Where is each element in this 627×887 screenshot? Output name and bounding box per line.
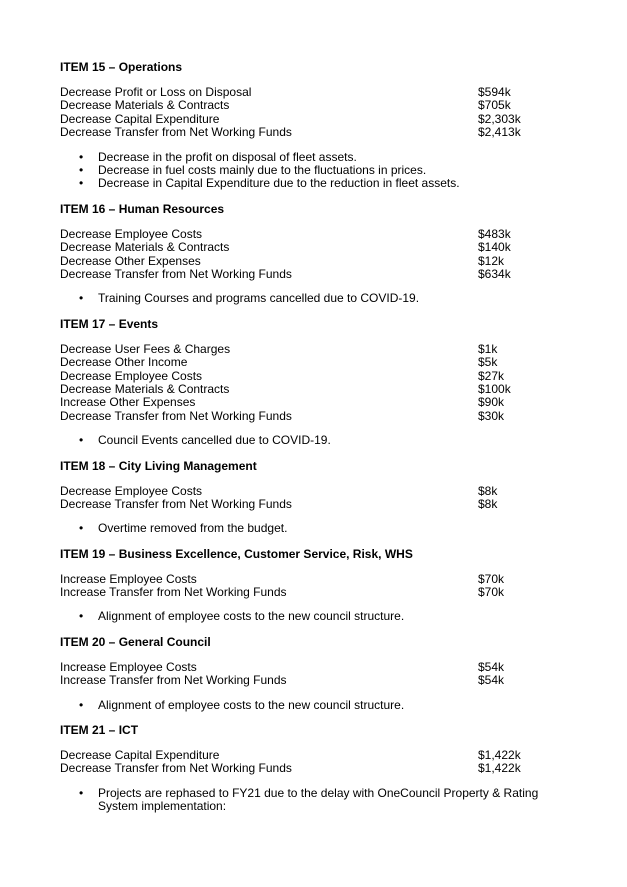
line-item-label: Increase Other Expenses xyxy=(60,395,196,410)
item-heading: ITEM 17 – Events xyxy=(60,316,159,331)
line-item-label: Decrease Materials & Contracts xyxy=(60,240,230,255)
line-item-row xyxy=(60,573,580,586)
explanation-list xyxy=(60,610,580,623)
bullet-icon: • xyxy=(79,433,84,448)
bullet-icon: • xyxy=(79,785,84,800)
line-item-row xyxy=(60,255,580,268)
item-heading: ITEM 16 – Human Resources xyxy=(60,201,225,216)
line-item-amount: $2,413k xyxy=(478,125,521,140)
line-item-row xyxy=(60,762,580,775)
line-item-label: Decrease Transfer from Net Working Funds xyxy=(60,125,292,140)
explanation-text: Decrease in the profit on disposal of fleet assets. xyxy=(98,149,357,164)
document-body xyxy=(60,60,580,825)
line-item-row xyxy=(60,343,580,356)
bullet-icon: • xyxy=(79,149,84,164)
line-item-label: Decrease Materials & Contracts xyxy=(60,381,230,396)
bullet-icon: • xyxy=(79,176,84,191)
line-item-label: Decrease Other Income xyxy=(60,355,188,370)
line-item-label: Decrease Employee Costs xyxy=(60,368,203,383)
line-item-amount: $483k xyxy=(478,226,511,241)
line-item-label: Decrease Transfer from Net Working Funds xyxy=(60,408,292,423)
explanation-item xyxy=(60,292,580,305)
line-item-label: Increase Employee Costs xyxy=(60,571,197,586)
line-item-amount: $1,422k xyxy=(478,748,521,763)
budget-item-section xyxy=(60,459,580,536)
line-items xyxy=(60,573,580,600)
line-item-amount: $90k xyxy=(478,395,505,410)
line-item-label: Decrease Capital Expenditure xyxy=(60,111,220,126)
item-heading: ITEM 20 – General Council xyxy=(60,634,211,649)
explanation-list xyxy=(60,151,580,191)
line-item-row xyxy=(60,485,580,498)
line-item-label: Decrease Profit or Loss on Disposal xyxy=(60,85,252,99)
line-item-row xyxy=(60,410,580,423)
bullet-icon: • xyxy=(79,609,84,624)
explanation-list xyxy=(60,699,580,712)
line-items xyxy=(60,228,580,282)
line-item-row xyxy=(60,749,580,762)
bullet-icon: • xyxy=(79,521,84,536)
line-item-row xyxy=(60,268,580,281)
line-item-label: Increase Transfer from Net Working Funds xyxy=(60,585,287,600)
budget-item-section xyxy=(60,723,580,814)
line-item-row xyxy=(60,498,580,511)
line-item-amount: $1k xyxy=(478,341,498,356)
line-item-amount: $30k xyxy=(478,408,505,423)
line-items xyxy=(60,343,580,423)
budget-item-section xyxy=(60,60,580,191)
line-item-row xyxy=(60,356,580,369)
line-item-amount: $8k xyxy=(478,496,498,511)
line-item-row xyxy=(60,586,580,599)
explanation-list xyxy=(60,434,580,447)
explanation-item xyxy=(60,177,580,190)
item-heading: ITEM 18 – City Living Management xyxy=(60,458,257,473)
line-items xyxy=(60,661,580,688)
item-heading: ITEM 19 – Business Excellence, Customer Service, Risk, WHS xyxy=(60,546,413,561)
bullet-icon: • xyxy=(79,697,84,712)
line-item-label: Decrease Transfer from Net Working Funds xyxy=(60,266,292,281)
explanation-text: Projects are rephased to FY21 due to the delay with OneCouncil Property & Rating System implementation: xyxy=(98,785,539,814)
line-item-amount: $27k xyxy=(478,368,505,383)
explanation-item xyxy=(60,699,580,712)
line-item-label: Increase Transfer from Net Working Funds xyxy=(60,673,287,688)
explanation-item xyxy=(60,164,580,177)
line-item-label: Decrease Transfer from Net Working Funds xyxy=(60,761,292,776)
item-heading: ITEM 21 – ICT xyxy=(60,723,139,738)
line-item-amount: $594k xyxy=(478,85,511,99)
explanation-item xyxy=(60,610,580,623)
line-item-amount: $2,303k xyxy=(478,111,521,126)
explanation-item xyxy=(60,787,580,814)
item-heading: ITEM 15 – Operations xyxy=(60,60,183,74)
line-item-row xyxy=(60,396,580,409)
bullet-icon: • xyxy=(79,291,84,306)
line-item-row xyxy=(60,383,580,396)
explanation-text: Alignment of employee costs to the new council structure. xyxy=(98,697,405,712)
explanation-text: Council Events cancelled due to COVID-19. xyxy=(98,433,331,448)
line-item-amount: $5k xyxy=(478,355,498,370)
line-item-row xyxy=(60,99,580,112)
explanation-text: Decrease in Capital Expenditure due to the reduction in fleet assets. xyxy=(98,176,460,191)
line-item-row xyxy=(60,661,580,674)
line-item-label: Increase Employee Costs xyxy=(60,659,197,674)
line-item-row xyxy=(60,674,580,687)
line-item-amount: $140k xyxy=(478,240,511,255)
line-item-label: Decrease User Fees & Charges xyxy=(60,341,231,356)
line-item-amount: $1,422k xyxy=(478,761,521,776)
line-item-label: Decrease Capital Expenditure xyxy=(60,748,220,763)
line-item-row xyxy=(60,241,580,254)
budget-item-section xyxy=(60,547,580,624)
explanation-item xyxy=(60,522,580,535)
line-items xyxy=(60,485,580,512)
line-items xyxy=(60,749,580,776)
explanation-text: Decrease in fuel costs mainly due to the fluctuations in prices. xyxy=(98,162,427,177)
line-item-amount: $70k xyxy=(478,585,505,600)
line-item-amount: $12k xyxy=(478,253,505,268)
budget-item-section xyxy=(60,317,580,448)
explanation-text: Alignment of employee costs to the new council structure. xyxy=(98,609,405,624)
line-item-row xyxy=(60,113,580,126)
line-item-amount: $54k xyxy=(478,673,505,688)
line-item-row xyxy=(60,86,580,99)
budget-item-section xyxy=(60,635,580,712)
explanation-text: Overtime removed from the budget. xyxy=(98,521,288,536)
line-item-amount: $54k xyxy=(478,659,505,674)
line-item-amount: $705k xyxy=(478,98,511,113)
explanation-item xyxy=(60,151,580,164)
line-item-amount: $100k xyxy=(478,381,511,396)
explanation-text: Training Courses and programs cancelled due to COVID-19. xyxy=(98,291,420,306)
line-item-label: Decrease Employee Costs xyxy=(60,226,203,241)
line-item-label: Decrease Transfer from Net Working Funds xyxy=(60,496,292,511)
line-item-label: Decrease Other Expenses xyxy=(60,253,201,268)
line-item-row xyxy=(60,126,580,139)
line-item-row xyxy=(60,370,580,383)
explanation-item xyxy=(60,434,580,447)
budget-item-section xyxy=(60,202,580,306)
explanation-list xyxy=(60,787,580,814)
line-item-row xyxy=(60,228,580,241)
line-item-label: Decrease Employee Costs xyxy=(60,483,203,498)
line-item-label: Decrease Materials & Contracts xyxy=(60,98,230,113)
bullet-icon: • xyxy=(79,162,84,177)
line-items xyxy=(60,86,580,140)
explanation-list xyxy=(60,292,580,305)
line-item-amount: $634k xyxy=(478,266,511,281)
line-item-amount: $70k xyxy=(478,571,505,586)
explanation-list xyxy=(60,522,580,535)
line-item-amount: $8k xyxy=(478,483,498,498)
